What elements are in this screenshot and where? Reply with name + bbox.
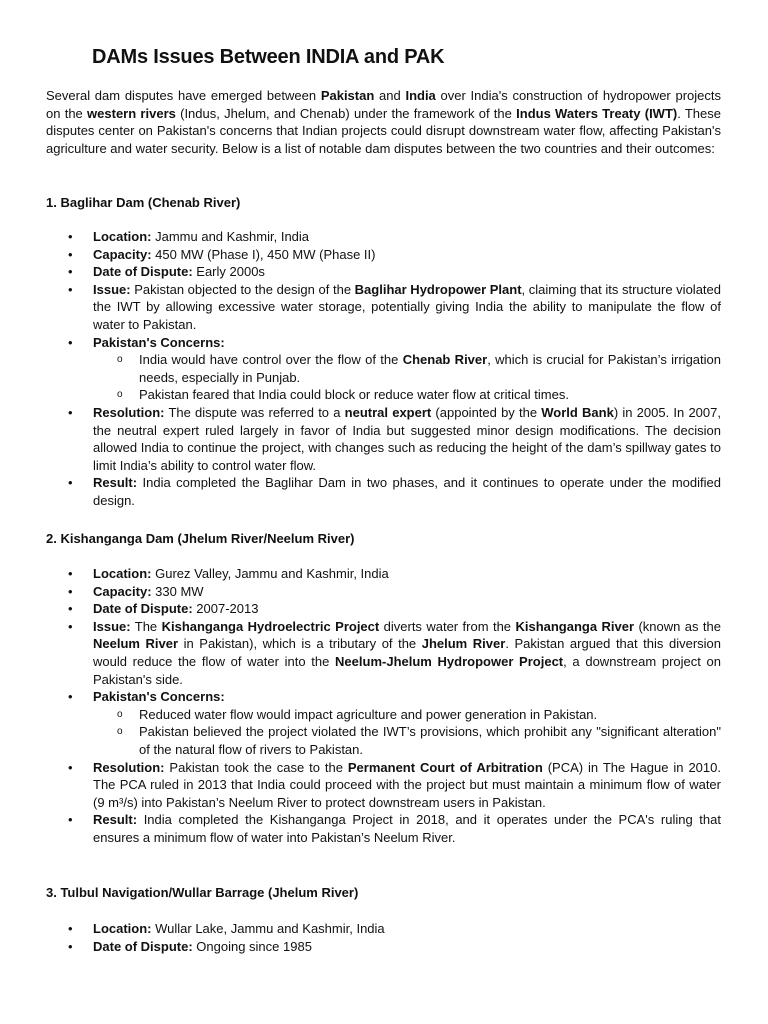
list-item-concerns: • Pakistan's Concerns: o India would have control over the flow of the Chenab River, which is crucial for Pakistan’s irrigation needs, especially in Punjab. o Pakistan feared that India could block or reduce water flow at critical times. xyxy=(46,334,721,404)
concerns-sublist xyxy=(93,351,721,404)
concerns-sublist xyxy=(93,706,721,759)
section-heading-tulbul: 3. Tulbul Navigation/Wullar Barrage (Jhelum River) xyxy=(46,885,359,900)
list-item-result: • Result: India completed the Baglihar Dam in two phases, and it continues to operate under the modified design. xyxy=(46,474,721,509)
list-item-capacity: • Capacity: 450 MW (Phase I), 450 MW (Phase II) xyxy=(46,246,721,264)
list-item-resolution: • Resolution: Pakistan took the case to the Permanent Court of Arbitration (PCA) in The Hague in 2010. The PCA ruled in 2013 that India could proceed with the project but must maintain a minimum flow of water (9 m³/s) into Pakistan’s Neelum River to protect downstream users in Pakistan. xyxy=(46,759,721,812)
list-item-location: • Location: Wullar Lake, Jammu and Kashmir, India xyxy=(46,920,721,938)
list-item-capacity: • Capacity: 330 MW xyxy=(46,583,721,601)
section-heading-kishanganga: 2. Kishanganga Dam (Jhelum River/Neelum River) xyxy=(46,531,355,546)
section-list-kishanganga xyxy=(46,565,721,847)
list-item-issue: • Issue: The Kishanganga Hydroelectric Project diverts water from the Kishanganga River (known as the Neelum River in Pakistan), which is a tributary of the Jhelum River. Pakistan argued that this diversion would reduce the flow of water into the Neelum-Jhelum Hydropower Project, a downstream project on Pakistan's side. xyxy=(46,618,721,688)
list-item-location: • Location: Gurez Valley, Jammu and Kashmir, India xyxy=(46,565,721,583)
list-item-date: • Date of Dispute: Early 2000s xyxy=(46,263,721,281)
section-list-tulbul xyxy=(46,920,721,955)
section-list-baglihar xyxy=(46,228,721,510)
list-item-resolution: • Resolution: The dispute was referred to a neutral expert (appointed by the World Bank) in 2005. In 2007, the neutral expert ruled largely in favor of India but suggested minor design modifications. The decision allowed India to continue the project, with changes such as reducing the height of the dam’s spillway gates to limit India’s ability to control water flow. xyxy=(46,404,721,474)
list-item-date: • Date of Dispute: 2007-2013 xyxy=(46,600,721,618)
intro-paragraph: Several dam disputes have emerged between Pakistan and India over India's construction of hydropower projects on the western rivers (Indus, Jhelum, and Chenab) under the framework of the Indus Waters Treaty (IWT). These disputes center on Pakistan's concerns that Indian projects could disrupt downstream water flow, affecting Pakistan's agriculture and water security. Below is a list of notable dam disputes between the two countries and their outcomes: xyxy=(46,88,722,156)
sublist-item: o Reduced water flow would impact agriculture and power generation in Pakistan. xyxy=(93,706,721,724)
list-item-location: • Location: Jammu and Kashmir, India xyxy=(46,228,721,246)
list-item-result: • Result: India completed the Kishanganga Project in 2018, and it operates under the PCA's ruling that ensures a minimum flow of water into Pakistan’s Neelum River. xyxy=(46,811,721,846)
section-heading-baglihar: 1. Baglihar Dam (Chenab River) xyxy=(46,195,241,210)
list-item-date: • Date of Dispute: Ongoing since 1985 xyxy=(46,938,721,956)
sublist-item: o Pakistan feared that India could block or reduce water flow at critical times. xyxy=(93,386,721,404)
sublist-item: o India would have control over the flow of the Chenab River, which is crucial for Pakistan’s irrigation needs, especially in Punjab. xyxy=(93,351,721,386)
sublist-item: o Pakistan believed the project violated the IWT’s provisions, which prohibit any "significant alteration" of the natural flow of rivers to Pakistan. xyxy=(93,723,721,758)
list-item-issue: • Issue: Pakistan objected to the design of the Baglihar Hydropower Plant, claiming that its structure violated the IWT by allowing excessive water storage, potentially giving India the ability to manipulate the flow of water to Pakistan. xyxy=(46,281,721,334)
list-item-concerns: • Pakistan's Concerns: o Reduced water flow would impact agriculture and power generation in Pakistan. o Pakistan believed the project violated the IWT’s provisions, which prohibit any "significant alteration" of the natural flow of rivers to Pakistan. xyxy=(46,688,721,758)
page-title: DAMs Issues Between INDIA and PAK xyxy=(92,46,445,68)
